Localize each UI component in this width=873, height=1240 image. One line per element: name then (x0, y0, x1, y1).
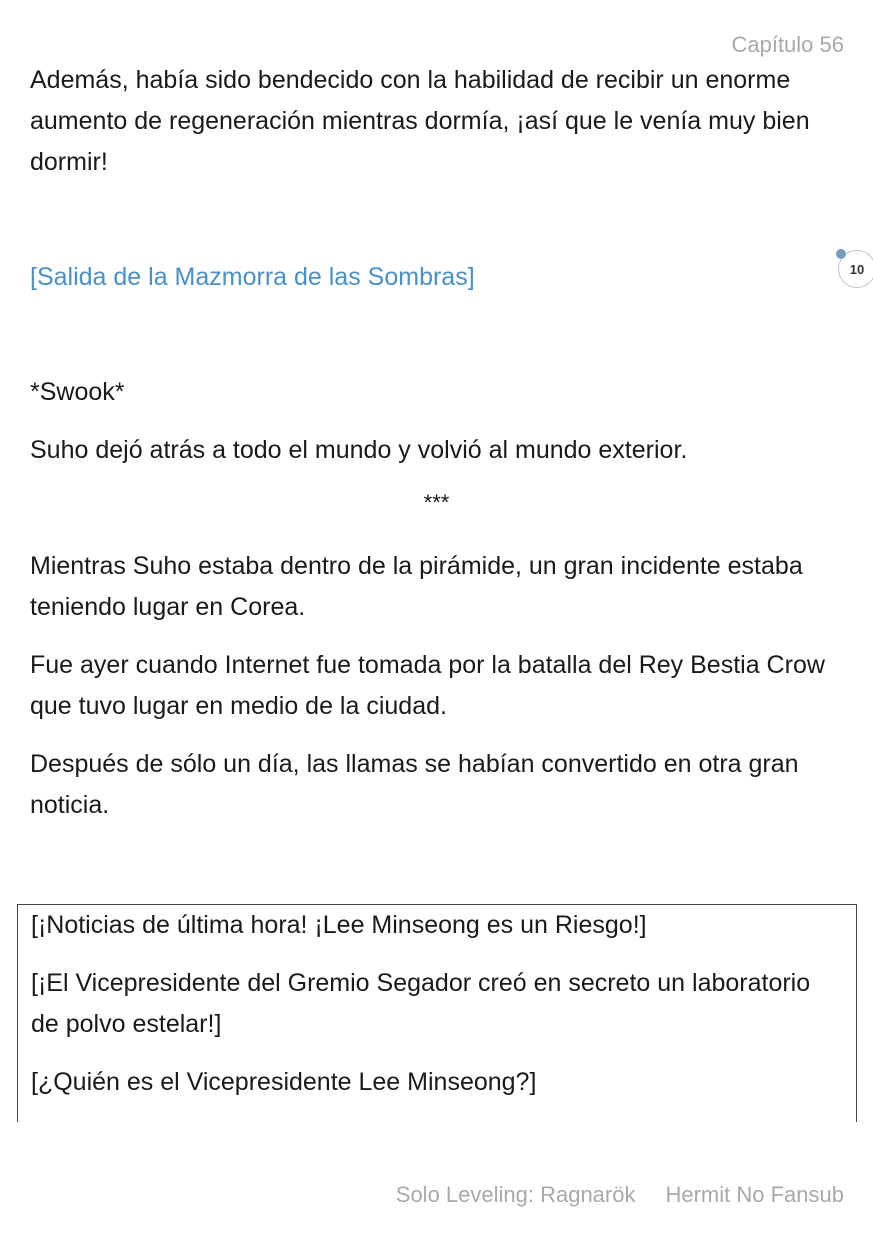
page-number-badge[interactable] (838, 250, 873, 288)
news-item: [¡El Vicepresidente del Gremio Segador creó en secreto un laboratorio de polvo estelar!] (31, 969, 811, 1038)
scene-separator: *** (423, 490, 450, 515)
paragraph-internet: Fue ayer cuando Internet fue tomada por la batalla del Rey Bestia Crow que tuvo lugar en medio de la ciudad. (30, 651, 825, 720)
paragraph-exit: Suho dejó atrás a todo el mundo y volvió al mundo exterior. (30, 436, 688, 464)
page-number: 10 (849, 261, 865, 277)
bookmark-dot-icon (836, 249, 846, 259)
news-item: [¡Noticias de última hora! ¡Lee Minseong es un Riesgo!] (31, 911, 647, 939)
paragraph-flames: Después de sólo un día, las llamas se habían convertido en otra gran noticia. (30, 750, 799, 819)
paragraph-incident: Mientras Suho estaba dentro de la pirámide, un gran incidente estaba teniendo lugar en Corea. (30, 552, 803, 621)
news-box (17, 904, 857, 1122)
translator-group: Hermit No Fansub (665, 1182, 844, 1207)
news-item: [¿Quién es el Vicepresidente Lee Minseong?] (31, 1068, 537, 1096)
book-title: Solo Leveling: Ragnarök (395, 1182, 636, 1207)
sound-effect: *Swook* (30, 378, 125, 406)
section-heading: [Salida de la Mazmorra de las Sombras] (30, 263, 475, 291)
footer (396, 1182, 844, 1208)
paragraph-regeneration: Además, había sido bendecido con la habilidad de recibir un enorme aumento de regeneración mientras dormía, ¡así que le venía muy bien dormir! (30, 66, 810, 176)
chapter-header: Capítulo 56 (731, 32, 844, 57)
